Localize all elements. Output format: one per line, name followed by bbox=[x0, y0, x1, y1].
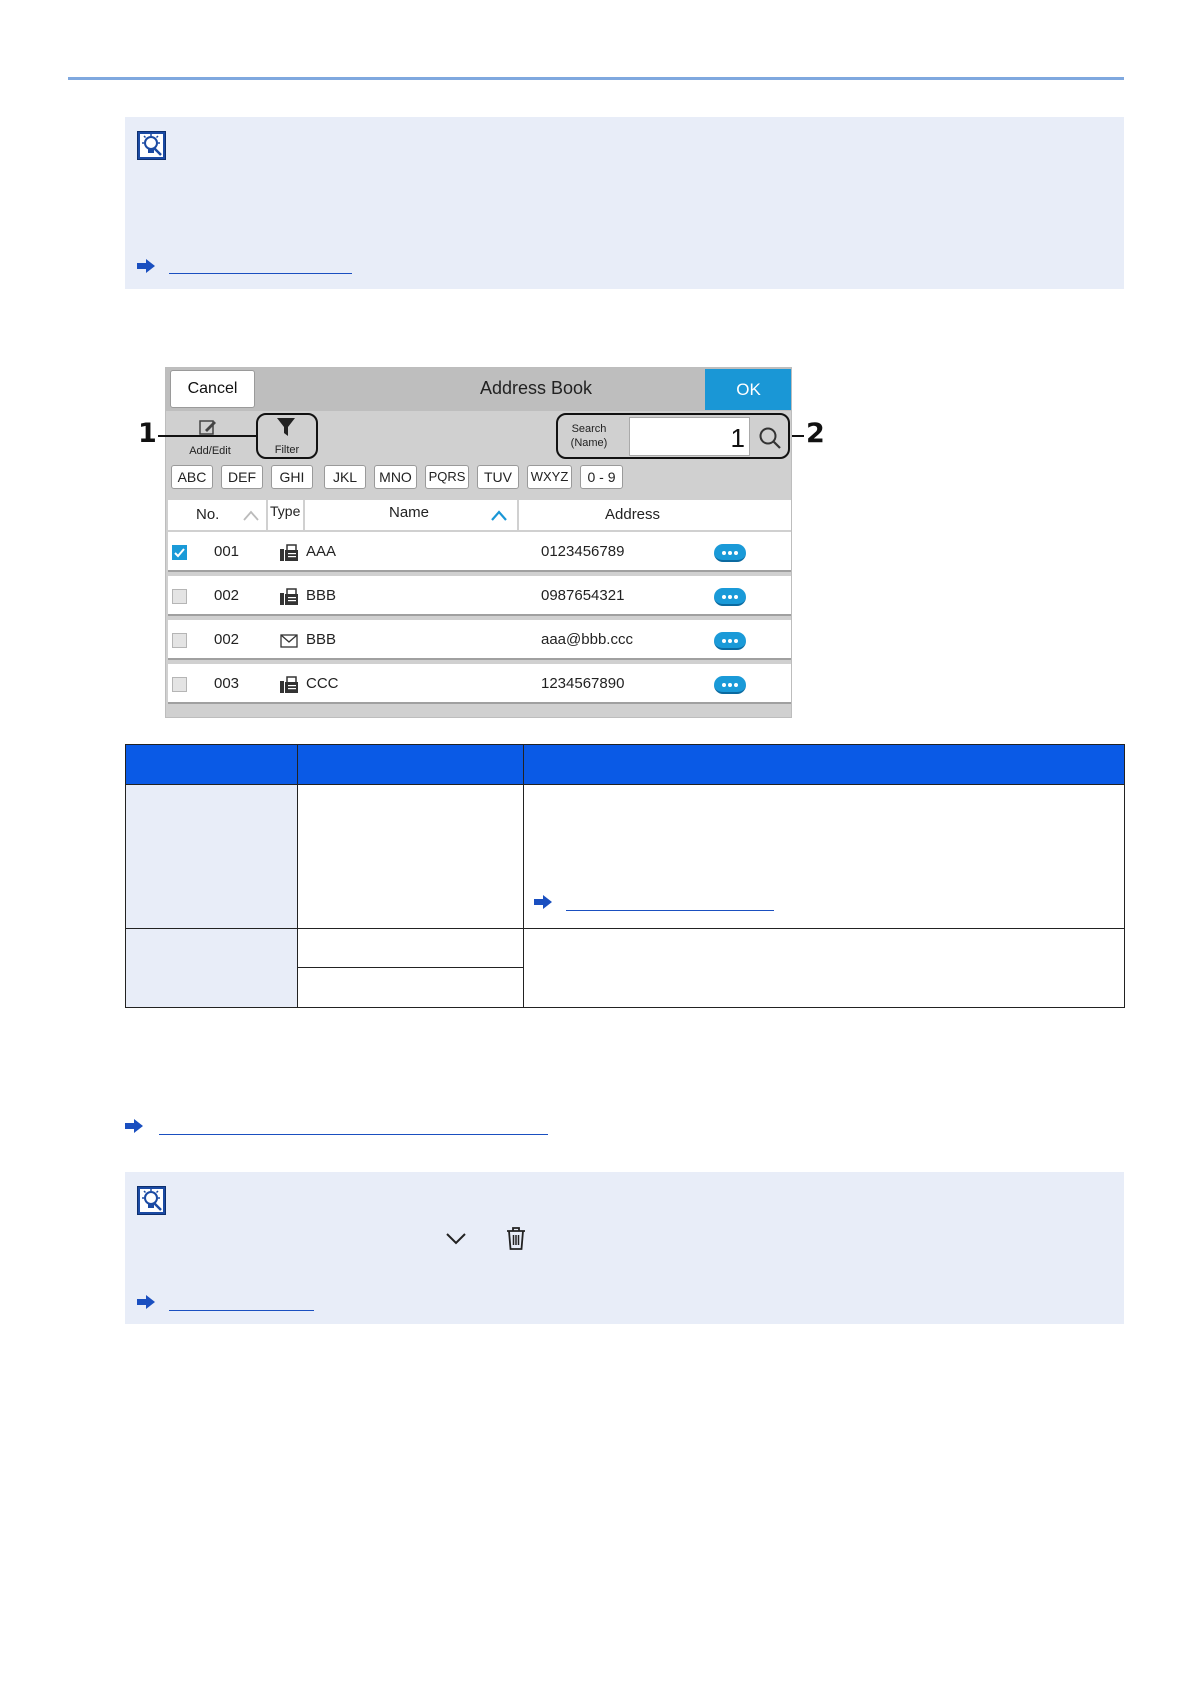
note-lightbulb-icon bbox=[137, 131, 166, 160]
search-label-line2: (Name) bbox=[570, 437, 608, 449]
sort-asc-icon-inactive bbox=[243, 510, 259, 521]
fax-icon bbox=[280, 588, 298, 606]
letter-button-mno[interactable]: MNO bbox=[374, 465, 417, 489]
filter-icon[interactable] bbox=[277, 418, 295, 437]
callout-number-1: 1 bbox=[138, 418, 157, 449]
row-checkbox[interactable] bbox=[172, 545, 187, 560]
fax-icon bbox=[280, 676, 298, 694]
address-book-title: Address Book bbox=[479, 378, 593, 398]
column-header-address[interactable] bbox=[519, 500, 792, 530]
column-header-address-label: Address bbox=[605, 506, 661, 523]
row-no: 003 bbox=[214, 675, 240, 692]
reference-link[interactable] bbox=[566, 910, 774, 911]
more-options-button[interactable] bbox=[714, 676, 746, 694]
row-address: 0987654321 bbox=[541, 587, 625, 604]
column-header-no-label: No. bbox=[196, 506, 220, 523]
letter-button-def[interactable]: DEF bbox=[221, 465, 263, 489]
row-name: AAA bbox=[306, 543, 337, 560]
row-address: 1234567890 bbox=[541, 675, 625, 692]
letter-button-0-9[interactable]: 0 - 9 bbox=[580, 465, 623, 489]
table-row[interactable] bbox=[168, 532, 792, 572]
add-edit-icon[interactable] bbox=[199, 418, 217, 436]
table-divider bbox=[126, 928, 1124, 929]
letter-button-jkl[interactable]: JKL bbox=[324, 465, 366, 489]
callout-line-1 bbox=[158, 435, 256, 437]
reference-link[interactable] bbox=[169, 1310, 314, 1311]
row-checkbox[interactable] bbox=[172, 589, 187, 604]
note-box-top bbox=[125, 117, 1124, 289]
top-rule bbox=[68, 77, 1124, 80]
search-input-value: 1 bbox=[730, 423, 745, 453]
table-divider bbox=[297, 967, 523, 968]
letter-button-abc[interactable]: ABC bbox=[171, 465, 213, 489]
table-cell-item-2 bbox=[126, 929, 297, 1007]
chevron-down-icon bbox=[446, 1233, 466, 1245]
more-options-button[interactable] bbox=[714, 544, 746, 562]
search-input[interactable] bbox=[629, 417, 750, 456]
add-edit-label: Add/Edit bbox=[189, 445, 231, 457]
row-no: 002 bbox=[214, 631, 240, 648]
column-header-type-label: Type bbox=[270, 503, 301, 519]
cancel-button[interactable]: Cancel bbox=[170, 370, 255, 408]
checkmark-icon bbox=[173, 546, 186, 559]
table-row[interactable] bbox=[168, 576, 792, 616]
letter-button-tuv[interactable]: TUV bbox=[477, 465, 519, 489]
more-options-button[interactable] bbox=[714, 632, 746, 650]
row-no: 002 bbox=[214, 587, 240, 604]
letter-button-pqrs[interactable]: PQRS bbox=[425, 465, 469, 489]
reference-link[interactable] bbox=[159, 1134, 548, 1135]
table-row[interactable] bbox=[168, 620, 792, 660]
note-lightbulb-icon bbox=[137, 1186, 166, 1215]
table-cell-item-1 bbox=[126, 785, 297, 928]
row-name: BBB bbox=[306, 631, 337, 648]
reference-link[interactable] bbox=[169, 273, 352, 274]
callout-line-2 bbox=[792, 435, 804, 437]
row-name: CCC bbox=[306, 675, 339, 692]
sort-asc-icon-active bbox=[491, 510, 507, 521]
link-arrow-icon bbox=[125, 1119, 143, 1133]
row-address: 0123456789 bbox=[541, 543, 625, 560]
link-arrow-icon bbox=[137, 1295, 155, 1309]
row-no: 001 bbox=[214, 543, 240, 560]
letter-button-ghi[interactable]: GHI bbox=[271, 465, 313, 489]
row-checkbox[interactable] bbox=[172, 633, 187, 648]
letter-button-wxyz[interactable]: WXYZ bbox=[527, 465, 572, 489]
table-header-row bbox=[126, 745, 1124, 784]
description-table bbox=[125, 744, 1125, 1008]
column-header-name[interactable] bbox=[305, 500, 517, 530]
trash-icon bbox=[506, 1226, 526, 1250]
search-label-line1: Search bbox=[571, 423, 607, 435]
more-options-button[interactable] bbox=[714, 588, 746, 606]
column-header-no[interactable] bbox=[168, 500, 266, 530]
column-header-type[interactable] bbox=[268, 500, 303, 530]
fax-icon bbox=[280, 544, 298, 562]
email-icon bbox=[280, 634, 298, 648]
row-checkbox[interactable] bbox=[172, 677, 187, 692]
ok-button[interactable]: OK bbox=[705, 369, 792, 410]
address-book-screen bbox=[165, 367, 792, 718]
link-arrow-icon bbox=[534, 895, 552, 909]
search-icon[interactable] bbox=[758, 426, 782, 450]
note-box-bottom bbox=[125, 1172, 1124, 1324]
column-header-name-label: Name bbox=[389, 504, 430, 521]
table-divider bbox=[126, 784, 1124, 785]
filter-label: Filter bbox=[274, 444, 300, 456]
link-arrow-icon bbox=[137, 259, 155, 273]
row-address: aaa@bbb.ccc bbox=[541, 631, 633, 648]
callout-number-2: 2 bbox=[806, 418, 825, 449]
table-row[interactable] bbox=[168, 664, 792, 704]
row-name: BBB bbox=[306, 587, 337, 604]
